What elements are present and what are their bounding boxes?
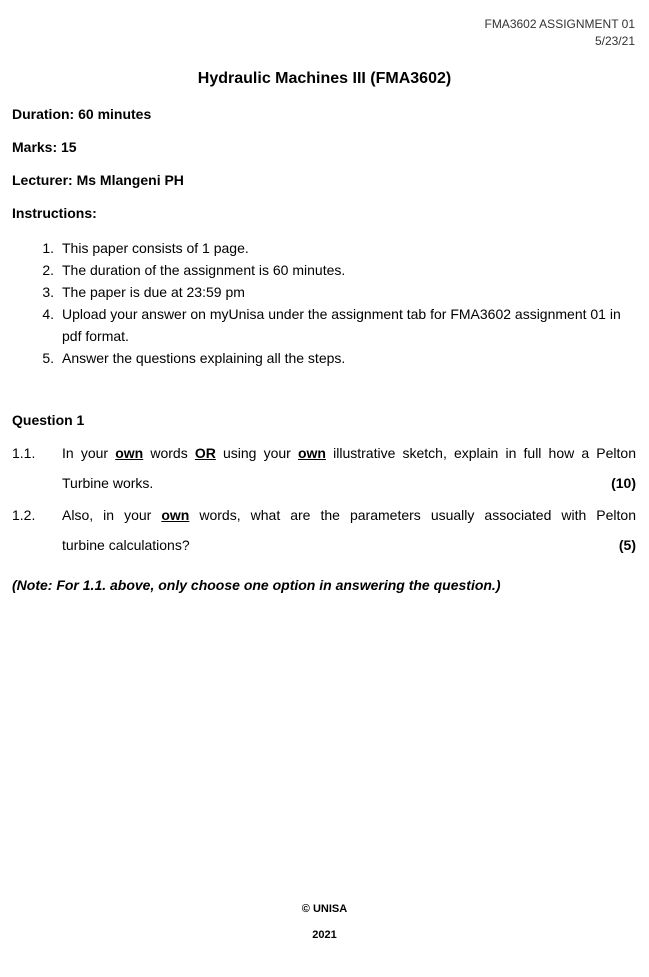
emphasis-or: OR [194, 445, 216, 461]
question-marks: (5) [618, 537, 636, 553]
footer-copyright: © UNISA [301, 903, 348, 915]
text-fragment: illustrative sketch, explain in full how a Pelton [333, 445, 636, 461]
list-item-text: The paper is due at 23:59 pm [62, 284, 245, 300]
question-text-line [62, 445, 636, 461]
list-item-text: Answer the questions explaining all the steps. [62, 350, 346, 366]
list-item-number: 4. [42, 306, 54, 322]
list-item [12, 303, 636, 347]
instructions-heading: Instructions: [12, 205, 97, 221]
question-number: 1.2. [12, 507, 36, 523]
list-item [12, 281, 636, 303]
text-fragment: using your [222, 445, 291, 461]
text-fragment: Also, in your [62, 507, 152, 523]
question-1-1 [12, 445, 636, 505]
emphasis-own: own [115, 445, 144, 461]
text-fragment: words [150, 445, 188, 461]
emphasis-own: own [297, 445, 326, 461]
question-note: (Note: For 1.1. above, only choose one option in answering the question.) [12, 577, 501, 593]
list-item-text: This paper consists of 1 page. [62, 240, 249, 256]
list-item [12, 347, 636, 369]
question-number: 1.1. [12, 445, 36, 461]
question-heading: Question 1 [12, 412, 85, 428]
list-item-number: 2. [42, 262, 54, 278]
assignment-code: FMA3602 ASSIGNMENT 01 [484, 17, 635, 31]
marks-label: Marks: 15 [12, 139, 77, 155]
list-item-number: 3. [42, 284, 54, 300]
list-item-number: 5. [42, 350, 54, 366]
text-fragment: words, what are the parameters usually associated with Pelton [199, 507, 636, 523]
question-text-line [62, 507, 636, 523]
list-item-text: Upload your answer on myUnisa under the assignment tab for FMA3602 assignment 01 in pdf format. [62, 306, 621, 344]
question-text-line-2: turbine calculations? [62, 537, 190, 553]
document-header [484, 16, 635, 50]
document-date: 5/23/21 [594, 34, 635, 48]
instructions-list [12, 237, 636, 369]
list-item [12, 259, 636, 281]
list-item [12, 237, 636, 259]
text-fragment: In your [62, 445, 109, 461]
question-text-line-2: Turbine works. [62, 475, 154, 491]
page-title: Hydraulic Machines III (FMA3602) [197, 70, 452, 87]
footer-year: 2021 [312, 929, 337, 941]
emphasis-own: own [161, 507, 190, 523]
question-1-2 [12, 507, 636, 567]
list-item-number: 1. [42, 240, 54, 256]
question-marks: (10) [611, 475, 636, 491]
lecturer-label: Lecturer: Ms Mlangeni PH [12, 172, 184, 188]
list-item-text: The duration of the assignment is 60 minutes. [62, 262, 346, 278]
duration-label: Duration: 60 minutes [12, 106, 152, 122]
